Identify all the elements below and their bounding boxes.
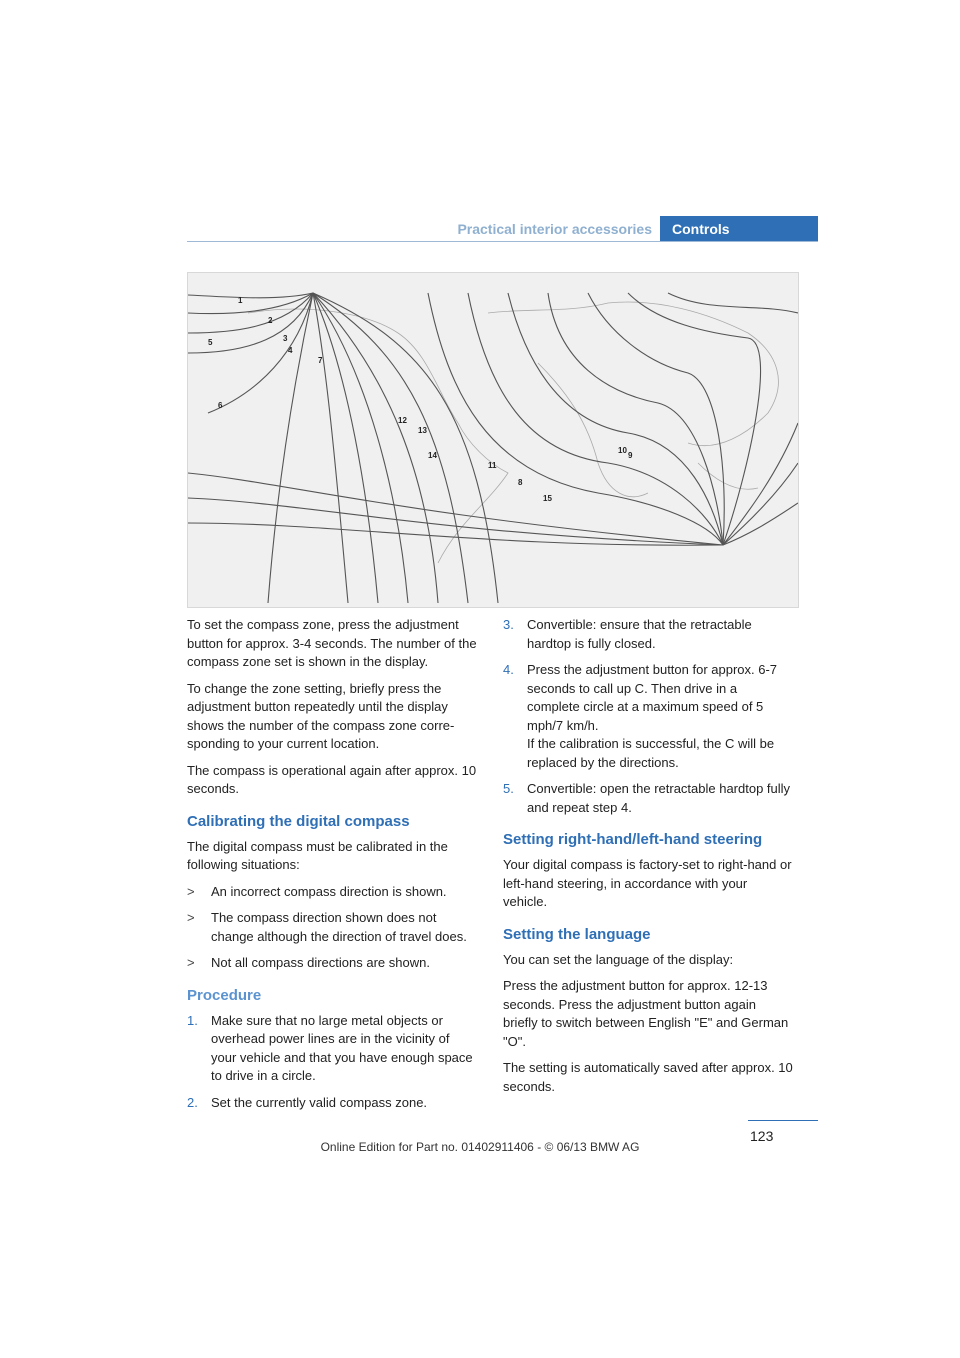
zone-change-paragraph: To change the zone setting, briefly press the adjustment button repeatedly until the display shows the number of the compass zone corresponding to your current location.: [187, 680, 455, 751]
zone-label: 1: [238, 296, 243, 305]
bullet-marker: >: [187, 955, 195, 970]
steering-paragraph: Your digital compass is factory-set to right-hand or left-hand steering, in accordance with your vehicle.: [503, 857, 792, 909]
step-item: 1. Make sure that no large metal objects or overhead power lines are in the vicinity of your vehicle and that you have enough space to drive in a circle.: [187, 1012, 473, 1083]
compass-zone-map: [187, 272, 799, 608]
left-column: [187, 616, 477, 1120]
language-intro: You can set the language of the display:: [503, 951, 734, 967]
list-item: > An incorrect compass direction is shown.: [187, 883, 477, 902]
zone-label: 8: [518, 478, 523, 487]
step-item: 2. Set the currently valid compass zone.: [187, 1094, 477, 1113]
list-item: > The compass direction shown does not change although the direction of travel does.: [187, 910, 467, 944]
step-number: 1.: [187, 1012, 198, 1028]
zone-label: 12: [398, 416, 407, 425]
right-column: [503, 616, 793, 1104]
compass-zone-map-svg: [188, 273, 798, 607]
zone-label: 7: [318, 356, 323, 365]
zone-label: 3: [283, 334, 288, 343]
zone-label: 13: [418, 426, 427, 435]
bullet-marker: >: [187, 910, 195, 925]
language-heading: Setting the language: [503, 925, 651, 943]
step-item: 3. Convertible: ensure that the retractable hardtop is fully closed.: [503, 617, 752, 651]
step-number: 2.: [187, 1094, 198, 1110]
step-number: 4.: [503, 662, 514, 677]
language-steps: Press the adjustment button for approx. 12-13 seconds. Press the adjustment button again briefly to switch between English "E" and German "O".: [503, 978, 789, 1049]
header-rule: [187, 241, 818, 242]
zone-set-paragraph: To set the compass zone, press the adjustment button for approx. 3-4 seconds. The number of the compass zone set is shown in the display.: [187, 617, 477, 669]
zone-label: 10: [618, 446, 627, 455]
page-number-rule: [748, 1120, 818, 1121]
calibrating-heading: Calibrating the digital compass: [187, 812, 410, 830]
header-tab-controls: Controls: [660, 216, 818, 242]
page-number: 123: [750, 1128, 774, 1144]
zone-label: 6: [218, 401, 223, 410]
calibrating-intro: The digital compass must be calibrated in the following situations:: [187, 838, 448, 872]
bullet-marker: >: [187, 883, 195, 899]
zone-label: 4: [288, 346, 293, 355]
step-item: 5. Convertible: open the retractable hardtop fully and repeat step 4.: [503, 781, 791, 815]
footer-edition: Online Edition for Part no. 01402911406 - © 06/13 BMW AG: [320, 1140, 640, 1154]
step-item: 4. Press the adjustment button for approx. 6-7 seconds to call up C. Then drive in a complete circle at a maximum speed of 5 mph/7 km/h. If the calibration is successful, the C will be replaced by the directions.: [503, 662, 778, 770]
step-number: 5.: [503, 781, 514, 796]
zone-label: 11: [488, 461, 497, 470]
zone-label: 14: [428, 451, 437, 460]
zone-label: 15: [543, 494, 552, 503]
steering-heading: Setting right-hand/left-hand steering: [503, 831, 763, 848]
step-number: 3.: [503, 617, 514, 632]
operational-paragraph: The compass is operational again after approx. 10 seconds.: [187, 762, 477, 796]
zone-label: 2: [268, 316, 273, 325]
zone-label: 5: [208, 338, 213, 347]
language-saved: The setting is automatically saved after approx. 10 seconds.: [503, 1060, 793, 1094]
procedure-heading: Procedure: [187, 986, 262, 1004]
list-item: > Not all compass directions are shown.: [187, 954, 477, 973]
zone-label: 9: [628, 451, 633, 460]
header-section-title: Practical interior accessories: [457, 221, 652, 237]
